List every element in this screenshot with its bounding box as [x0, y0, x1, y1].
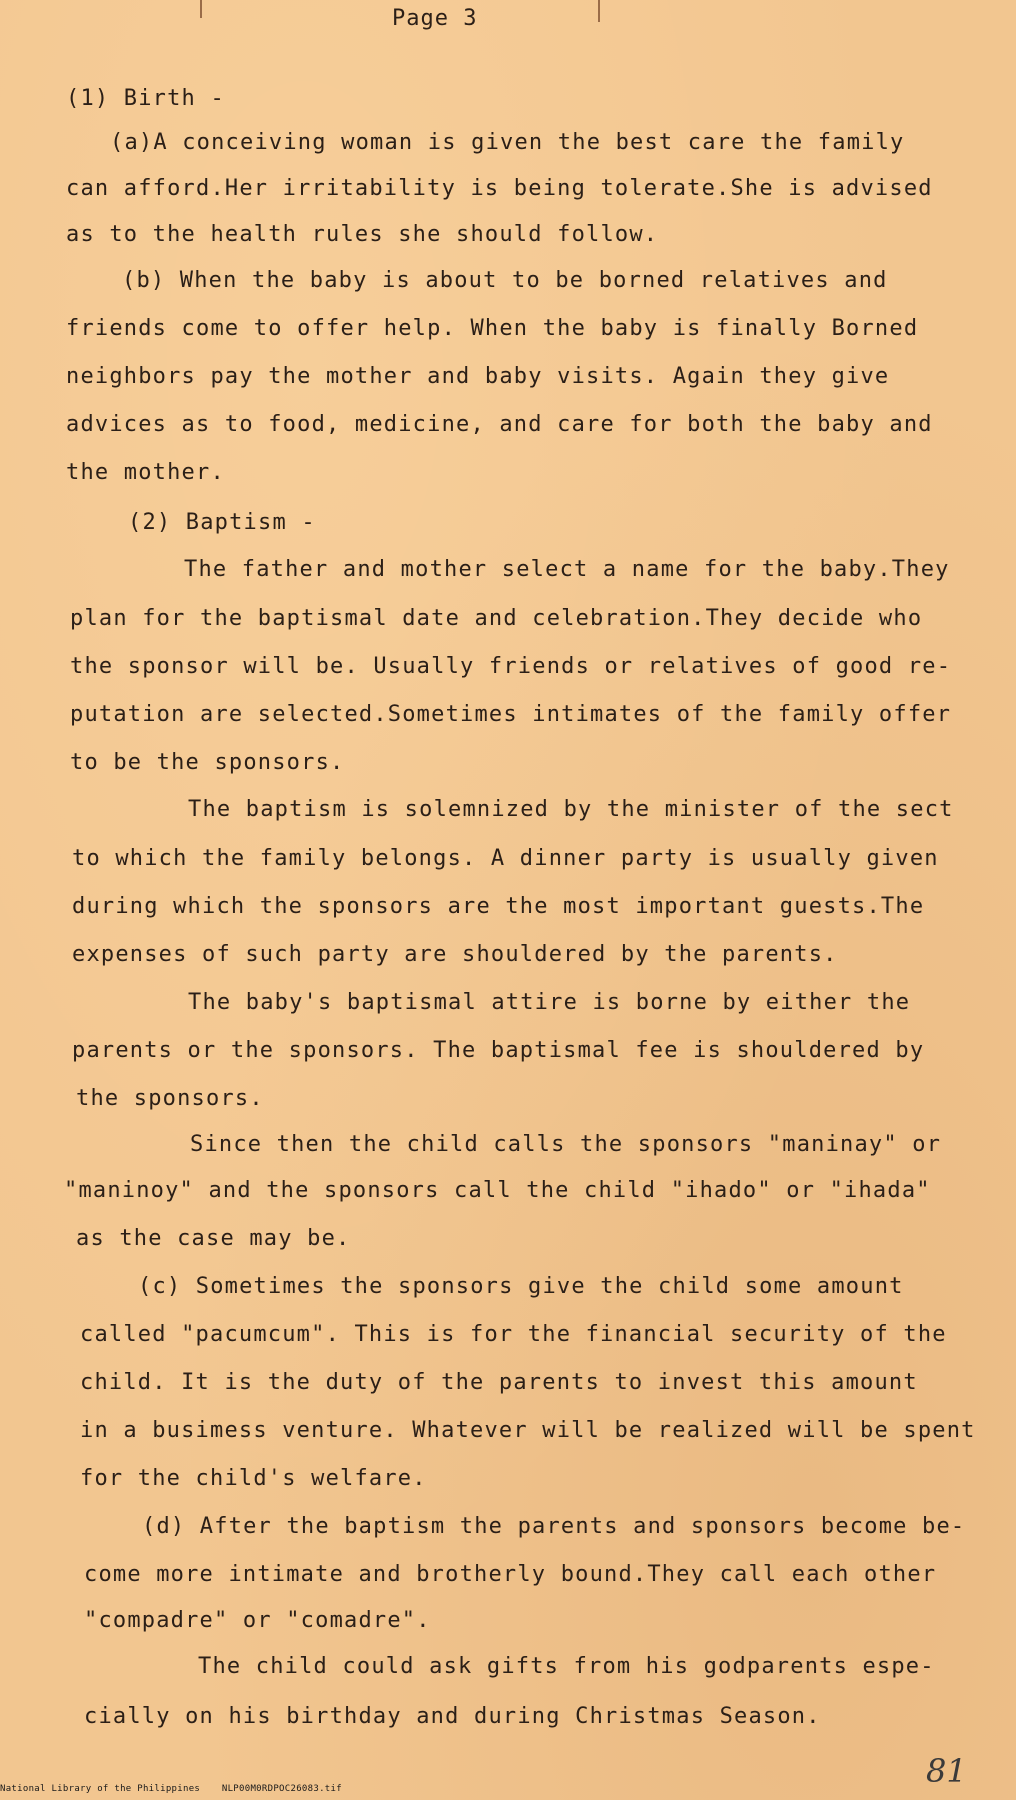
- text-line-8: advices as to food, medicine, and care for both the baby and: [66, 412, 933, 437]
- text-line-12: plan for the baptismal date and celebration.They decide who: [70, 606, 923, 631]
- text-line-14: putation are selected.Sometimes intimates of the family offer: [70, 702, 952, 727]
- text-line-20: The baby's baptismal attire is borne by either the: [188, 990, 911, 1015]
- text-line-29: in a busimess venture. Whatever will be realized will be spent: [80, 1418, 976, 1443]
- text-line-16: The baptism is solemnized by the minister of the sect: [188, 797, 954, 822]
- text-line-33: "compadre" or "comadre".: [84, 1608, 431, 1633]
- text-line-19: expenses of such party are shouldered by the parents.: [72, 942, 838, 967]
- text-line-13: the sponsor will be. Usually friends or relatives of good re-: [70, 654, 952, 679]
- text-line-27: called "pacumcum". This is for the financial security of the: [80, 1322, 947, 1347]
- text-line-4: as to the health rules she should follow.: [66, 222, 659, 247]
- text-line-7: neighbors pay the mother and baby visits. Again they give: [66, 364, 890, 389]
- text-line-2: (a)A conceiving woman is given the best care the family: [110, 130, 905, 155]
- page-number: Page 3: [392, 6, 478, 31]
- text-line-21: parents or the sponsors. The baptismal fee is shouldered by: [72, 1038, 925, 1063]
- text-line-3: can afford.Her irritability is being tolerate.She is advised: [66, 176, 933, 201]
- text-line-22: the sponsors.: [76, 1086, 264, 1111]
- text-line-9: the mother.: [66, 460, 225, 485]
- text-line-24: "maninoy" and the sponsors call the child "ihado" or "ihada": [64, 1178, 931, 1203]
- text-line-6: friends come to offer help. When the baby is finally Borned: [66, 316, 919, 341]
- text-line-11: The father and mother select a name for the baby.They: [184, 557, 950, 582]
- text-line-10: (2) Baptism -: [128, 510, 316, 535]
- footer-library: National Library of the Philippines: [0, 1784, 201, 1794]
- text-line-15: to be the sponsors.: [70, 750, 345, 775]
- text-line-5: (b) When the baby is about to be borned relatives and: [122, 268, 888, 293]
- text-line-25: as the case may be.: [76, 1226, 351, 1251]
- footer-file: NLP00M0RDPOC26083.tif: [221, 1784, 342, 1794]
- scan-footer: [0, 1784, 358, 1794]
- text-line-26: (c) Sometimes the sponsors give the child some amount: [138, 1274, 904, 1299]
- text-line-23: Since then the child calls the sponsors "maninay" or: [190, 1132, 942, 1157]
- text-line-17: to which the family belongs. A dinner party is usually given: [72, 846, 939, 871]
- text-line-35: cially on his birthday and during Christmas Season.: [84, 1704, 821, 1729]
- margin-tick-left: [200, 0, 202, 18]
- text-line-34: The child could ask gifts from his godparents espe-: [198, 1654, 935, 1679]
- margin-tick-right: [598, 0, 600, 22]
- text-line-30: for the child's welfare.: [80, 1466, 427, 1491]
- text-line-28: child. It is the duty of the parents to invest this amount: [80, 1370, 918, 1395]
- text-line-18: during which the sponsors are the most important guests.The: [72, 894, 925, 919]
- text-line-31: (d) After the baptism the parents and sponsors become be-: [142, 1514, 966, 1539]
- text-line-1: (1) Birth -: [66, 86, 225, 111]
- text-line-32: come more intimate and brotherly bound.They call each other: [84, 1562, 937, 1587]
- handwritten-page-number: 81: [926, 1752, 967, 1790]
